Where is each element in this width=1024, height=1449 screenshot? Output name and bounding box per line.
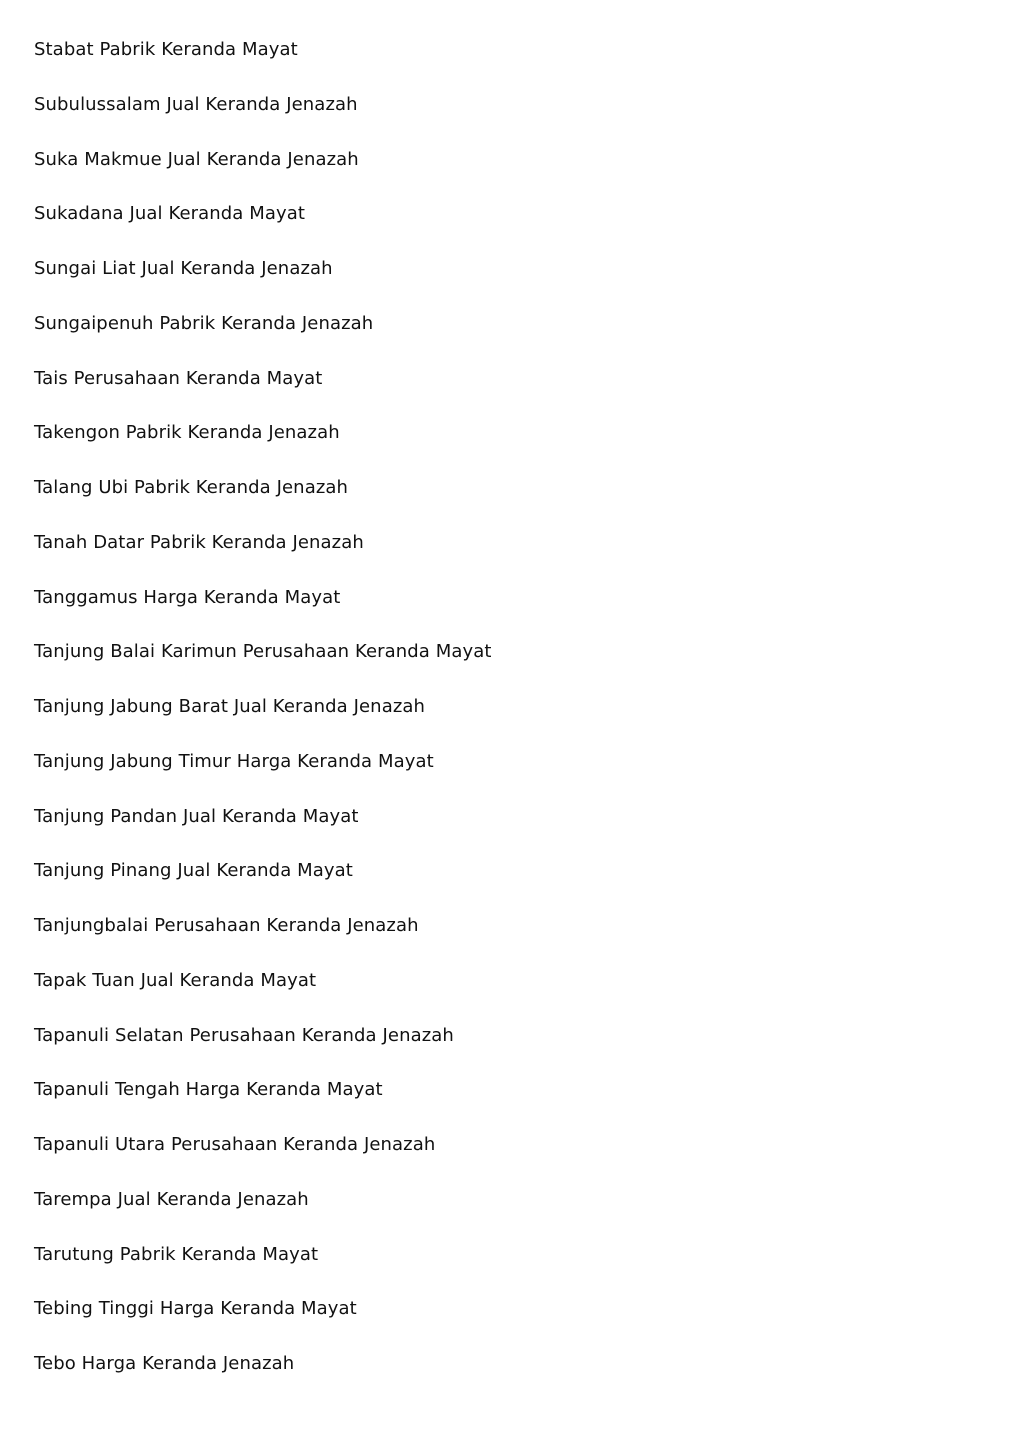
list-item: Tapanuli Selatan Perusahaan Keranda Jenazah [34, 1024, 454, 1046]
list-item: Tapanuli Utara Perusahaan Keranda Jenazah [34, 1134, 436, 1155]
list-item: Stabat Pabrik Keranda Mayat [34, 39, 298, 60]
list-item: Tais Perusahaan Keranda Mayat [34, 367, 323, 389]
list-item: Tanjung Balai Karimun Perusahaan Keranda Mayat [34, 641, 492, 663]
list-item: Tanjungbalai Perusahaan Keranda Jenazah [34, 915, 419, 936]
list-item: Tanggamus Harga Keranda Mayat [34, 586, 341, 608]
list-item: Tarutung Pabrik Keranda Mayat [34, 1243, 319, 1265]
list-item: Tebo Harga Keranda Jenazah [34, 1353, 295, 1374]
list-item: Tebing Tinggi Harga Keranda Mayat [34, 1298, 357, 1320]
list-item: Sungai Liat Jual Keranda Jenazah [34, 258, 333, 279]
list-item: Sukadana Jual Keranda Mayat [34, 203, 306, 225]
location-list [34, 36, 492, 1405]
list-item: Tanjung Pandan Jual Keranda Mayat [34, 805, 359, 827]
list-item: Subulussalam Jual Keranda Jenazah [34, 93, 358, 115]
list-item: Tapak Tuan Jual Keranda Mayat [34, 969, 317, 991]
list-item: Tanjung Jabung Timur Harga Keranda Mayat [34, 750, 434, 772]
list-item: Talang Ubi Pabrik Keranda Jenazah [34, 477, 349, 498]
list-item: Tanah Datar Pabrik Keranda Jenazah [34, 531, 364, 553]
list-item: Takengon Pabrik Keranda Jenazah [34, 422, 340, 444]
list-item: Tanjung Pinang Jual Keranda Mayat [34, 860, 353, 882]
list-item: Sungaipenuh Pabrik Keranda Jenazah [34, 312, 374, 334]
list-item: Tanjung Jabung Barat Jual Keranda Jenazah [34, 696, 426, 717]
list-item: Suka Makmue Jual Keranda Jenazah [34, 148, 359, 170]
list-item: Tarempa Jual Keranda Jenazah [34, 1188, 309, 1210]
list-item: Tapanuli Tengah Harga Keranda Mayat [34, 1079, 383, 1101]
